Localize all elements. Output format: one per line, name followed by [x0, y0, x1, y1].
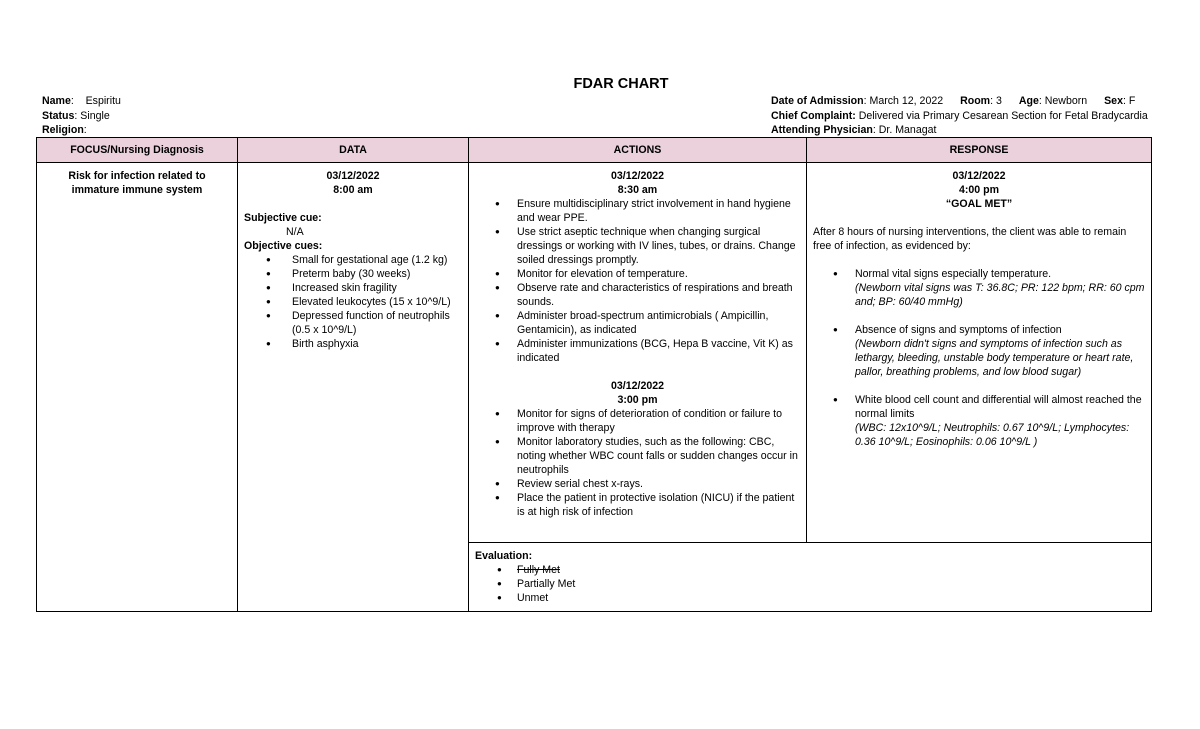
action-date: 03/12/2022 — [610, 170, 665, 182]
room-number: 3 — [995, 95, 1002, 107]
list-item: ● Review serial chest x-rays. — [475, 477, 800, 491]
list-item: ● Elevated leukocytes (15 x 10^9/L) — [244, 295, 462, 309]
response-item-text: ● White blood cell count and differential will almost reached the normal limits — [855, 394, 1142, 420]
list-item: ● Use strict aseptic technique when changing surgical dressings or working with IV lines, tubes, or drains. Change soiled dressings promptly. — [475, 225, 800, 267]
header-focus: FOCUS/Nursing Diagnosis — [37, 138, 238, 163]
list-item: ● Place the patient in protective isolation (NICU) if the patient is at high risk of infection — [475, 491, 800, 519]
focus-line: Risk for infection related to — [68, 170, 206, 182]
evaluation-option: ● Fully Met — [475, 563, 1145, 577]
patient-info-right — [771, 94, 1148, 138]
objective-label: Objective cues: — [244, 240, 323, 252]
response-cell — [807, 163, 1152, 543]
patient-name: Espiritu — [85, 95, 121, 107]
patient-sex: F — [1128, 95, 1136, 107]
name-row: Name: Espiritu — [42, 95, 121, 107]
action-list-1 — [475, 197, 800, 365]
list-item: ● Depressed function of neutrophils (0.5 x 10^9/L) — [244, 309, 462, 337]
patient-info-left — [42, 94, 121, 138]
data-date: 03/12/2022 — [326, 170, 380, 182]
action-time: 8:30 am — [617, 184, 658, 196]
response-item-detail: (Newborn vital signs was T: 36.8C; PR: 122 bpm; RR: 60 cpm and; BP: 60/40 mmHg) — [855, 282, 1145, 308]
religion-row: Religion: — [42, 124, 87, 136]
subjective-label: Subjective cue: — [244, 212, 322, 224]
response-item-text: ● Normal vital signs especially temperature. — [855, 268, 1052, 280]
action-time: 3:00 pm — [617, 394, 658, 406]
focus-line: immature immune system — [71, 184, 203, 196]
list-item: ● Monitor for elevation of temperature. — [475, 267, 800, 281]
focus-cell — [37, 163, 238, 612]
admission-row: Date of Admission: March 12, 2022 Room: 3 Age: Newborn Sex: F — [771, 95, 1136, 107]
header-row — [37, 138, 1152, 163]
list-item: ● Increased skin fragility — [244, 281, 462, 295]
list-item: ● Monitor laboratory studies, such as the following: CBC, noting whether WBC count falls or sudden changes occur in neutrophils — [475, 435, 800, 477]
evaluation-option: ● Unmet — [475, 591, 1145, 605]
chief-complaint: Delivered via Primary Cesarean Section for Fetal Bradycardia — [858, 109, 1148, 122]
response-intro: After 8 hours of nursing interventions, the client was able to remain free of infection, as evidenced by: — [813, 226, 1127, 252]
admission-date: March 12, 2022 — [869, 95, 944, 107]
response-item-detail: (Newborn didn't signs and symptoms of infection such as lethargy, bleeding, unstable body temperature or heart rate, pallor, breathing problems, and low blood sugar) — [855, 338, 1134, 378]
subjective-value: N/A — [286, 226, 304, 238]
response-item-detail: (WBC: 12x10^9/L; Neutrophils: 0.67 10^9/L; Lymphocytes: 0.36 10^9/L; Eosinophils: 0.06 10^9/L ) — [855, 422, 1130, 448]
list-item — [813, 393, 1145, 449]
data-time: 8:00 am — [333, 184, 373, 196]
response-status: “GOAL MET” — [945, 198, 1013, 210]
response-time: 4:00 pm — [958, 184, 1000, 196]
header-actions: ACTIONS — [469, 138, 807, 163]
response-date: 03/12/2022 — [952, 170, 1006, 182]
response-item-text: ● Absence of signs and symptoms of infection — [855, 324, 1062, 336]
action-date: 03/12/2022 — [610, 380, 665, 392]
list-item: ● Monitor for signs of deterioration of condition or failure to improve with therapy — [475, 407, 800, 435]
header-response: RESPONSE — [807, 138, 1152, 163]
actions-cell — [469, 163, 807, 543]
list-item: ● Birth asphyxia — [244, 337, 462, 351]
evaluation-label: Evaluation: — [475, 550, 533, 562]
entry-row — [37, 163, 1152, 543]
list-item: ● Observe rate and characteristics of respirations and breath sounds. — [475, 281, 800, 309]
patient-status: Single — [80, 109, 110, 122]
evaluation-options — [475, 563, 1145, 605]
list-item: ● Small for gestational age (1.2 kg) — [244, 253, 462, 267]
list-item — [813, 267, 1145, 309]
attending-physician: Dr. Managat — [878, 124, 937, 136]
page-title: FDAR CHART — [573, 76, 669, 92]
list-item: ● Ensure multidisciplinary strict involvement in hand hygiene and wear PPE. — [475, 197, 800, 225]
evaluation-option: ● Partially Met — [475, 577, 1145, 591]
objective-list — [244, 253, 462, 351]
complaint-row: Chief Complaint: Delivered via Primary Cesarean Section for Fetal Bradycardia — [771, 109, 1148, 122]
response-list — [813, 267, 1145, 449]
fdar-table — [36, 137, 1152, 612]
list-item: ● Administer immunizations (BCG, Hepa B vaccine, Vit K) as indicated — [475, 337, 800, 365]
data-cell — [238, 163, 469, 612]
list-item: ● Preterm baby (30 weeks) — [244, 267, 462, 281]
patient-age: Newborn — [1044, 95, 1088, 107]
evaluation-cell — [469, 543, 1152, 612]
header-data: DATA — [238, 138, 469, 163]
list-item — [813, 323, 1145, 379]
physician-row: Attending Physician: Dr. Managat — [771, 124, 937, 136]
action-list-2 — [475, 407, 800, 519]
status-row: Status: Single — [42, 109, 110, 122]
list-item: ● Administer broad-spectrum antimicrobials ( Ampicillin, Gentamicin), as indicated — [475, 309, 800, 337]
